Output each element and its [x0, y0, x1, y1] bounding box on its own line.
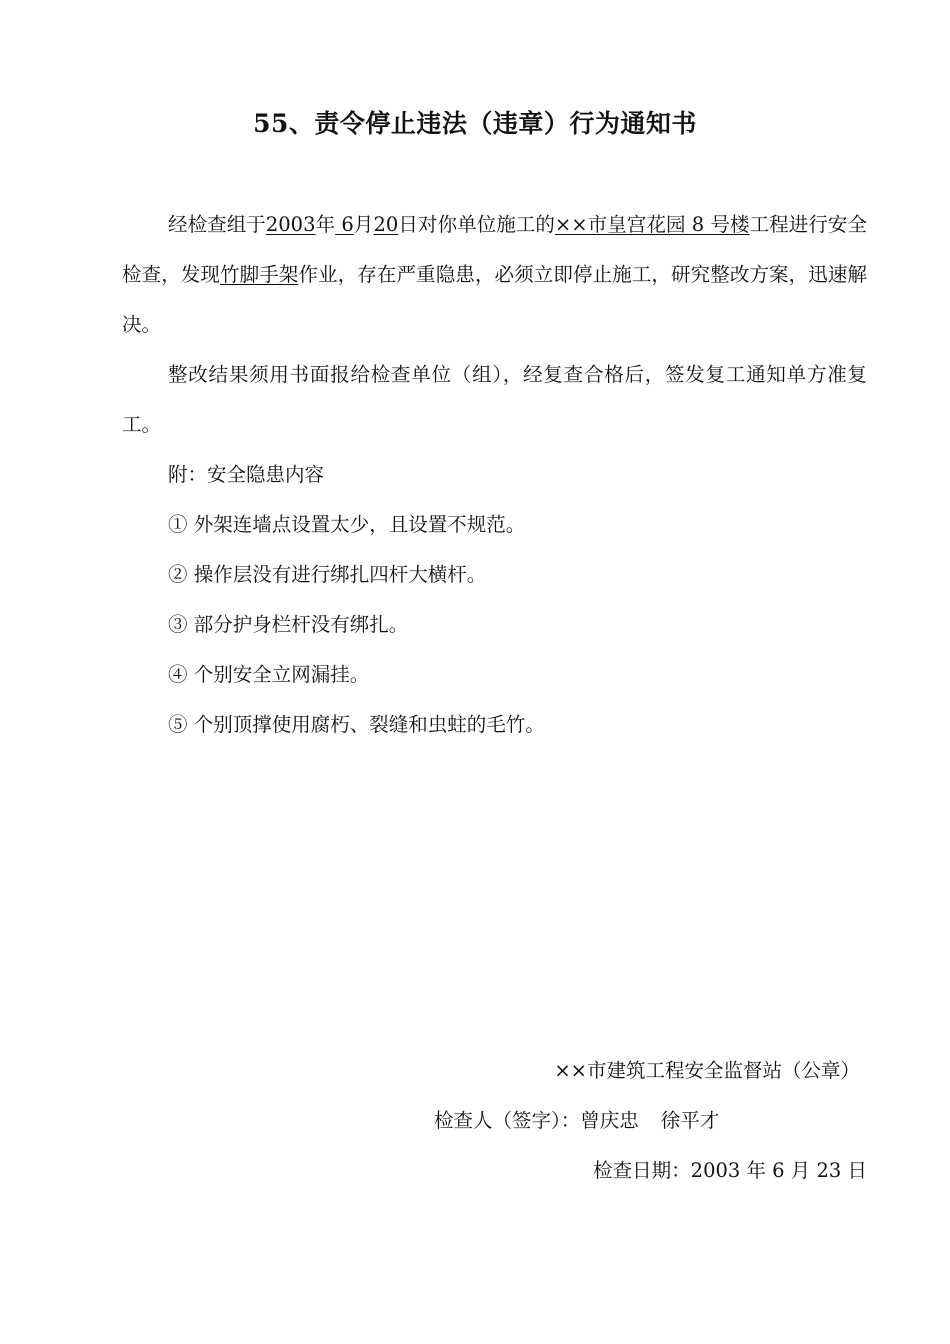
list-item: ⑤ 个别顶撑使用腐朽、裂缝和虫蛀的毛竹。 — [168, 713, 545, 736]
inspection-month: 6 — [335, 213, 354, 236]
document-title: 55、责令停止违法（违章）行为通知书 — [253, 109, 697, 138]
attachment-label: 附：安全隐患内容 — [168, 463, 325, 486]
hazard-list — [122, 500, 867, 750]
text-after-date: 日对你单位施工的 — [398, 213, 555, 236]
notice-paragraph-1 — [122, 200, 867, 350]
inspector-name-1: 曾庆忠 — [580, 1109, 639, 1132]
inspection-year: 2003 — [265, 213, 316, 236]
inspection-day: 20 — [373, 213, 399, 236]
project-name: ××市皇宫花园 8 号楼 — [554, 213, 750, 236]
work-type: 竹脚手架 — [220, 263, 299, 286]
list-item: ② 操作层没有进行绑扎四杆大横杆。 — [168, 563, 487, 586]
text-conclusion: 作业，存在严重隐患，必须立即停止施工，研究整改方案，迅速解决。 — [122, 263, 867, 336]
inspector-label: 检查人（签字）： — [434, 1109, 581, 1132]
inspector-name-2: 徐平才 — [660, 1109, 720, 1132]
notice-body — [122, 200, 867, 750]
year-unit: 年 — [315, 213, 336, 236]
issuing-organization: ××市建筑工程安全监督站（公章） — [554, 1059, 860, 1082]
notice-paragraph-2: 整改结果须用书面报给检查单位（组），经复查合格后，签发复工通知单方准复工。 — [122, 363, 867, 436]
text-after-project: 工程进行安全检查，发现 — [122, 213, 867, 286]
list-item: ① 外架连墙点设置太少，且设置不规范。 — [168, 513, 526, 536]
text-intro: 经检查组于 — [168, 213, 266, 236]
list-item: ③ 部分护身栏杆没有绑扎。 — [168, 613, 409, 636]
month-unit: 月 — [353, 213, 374, 236]
inspector-signature-line — [434, 1105, 719, 1133]
list-item: ④ 个别安全立网漏挂。 — [168, 663, 370, 686]
inspection-date: 检查日期：2003 年 6 月 23 日 — [593, 1159, 867, 1182]
